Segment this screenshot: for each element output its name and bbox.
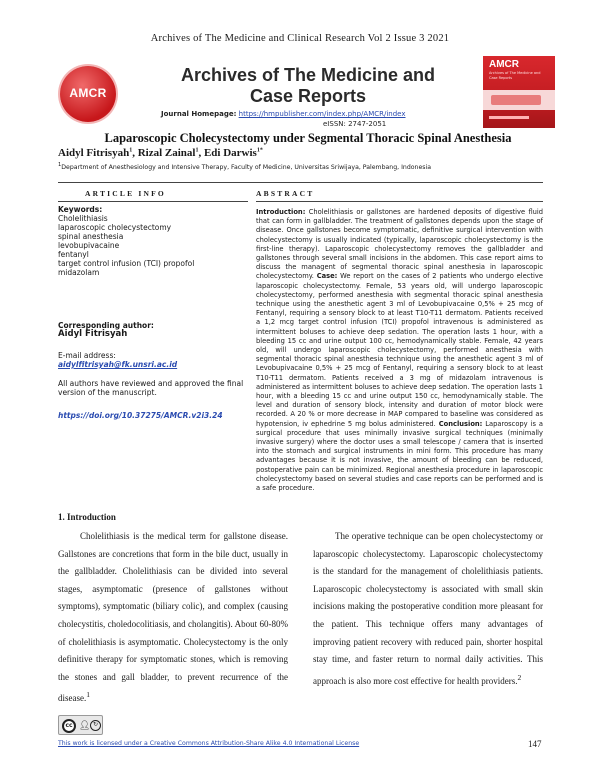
- journal-logo: [60, 66, 116, 122]
- cover-subtitle: Archives of The Medicine and Case Reports: [489, 71, 541, 80]
- journal-homepage: [161, 110, 406, 118]
- keyword: fentanyl: [58, 250, 89, 259]
- page-number: 147: [528, 739, 542, 749]
- homepage-link[interactable]: https://hmpublisher.com/index.php/AMCR/index: [238, 110, 406, 118]
- journal-cover-image: [483, 56, 555, 128]
- divider: [58, 201, 248, 202]
- homepage-label: Journal Homepage:: [161, 110, 237, 118]
- article-info: [58, 205, 248, 420]
- journal-title: Archives of The Medicine and Case Reports: [180, 65, 436, 106]
- keyword: midazolam: [58, 268, 100, 277]
- abstract-case-label: Case:: [316, 272, 338, 281]
- share-alike-icon: ↻: [90, 720, 101, 731]
- keyword: laparoscopic cholecystectomy: [58, 223, 172, 232]
- journal-header: [58, 58, 555, 128]
- logo-text: AMCR: [69, 86, 107, 100]
- cc-icon: cc: [62, 719, 76, 733]
- abstract-intro-label: Introduction:: [256, 208, 306, 216]
- cover-title: AMCR: [489, 59, 519, 70]
- intro-paragraph-left: Cholelithiasis is the medical term for gallstone disease. Gallstones are concretions that form in the bile duct, usually in the gallbladder. Cholelithiasis can be divided into several stages, asymptomatic (presence of gallstones without symptoms), symptomatic (biliary colic), and complex (causing cholecystitis, choledocolitiasis, and cholangitis). About 60-80% of cholelithiasis is asymptomatic. Cholecystectomy is the only definitive therapy for symptomatic stones, which is removing the stones and gall bladder, to prevent recurrence of the disease.$^1$: [58, 531, 288, 704]
- author: Rizal Zainal: [137, 147, 196, 159]
- keyword: target control infusion (TCI) propofol: [58, 259, 195, 268]
- running-head: Archives of The Medicine and Clinical Research Vol 2 Issue 3 2021: [150, 33, 450, 44]
- keywords-label: Keywords:: [58, 205, 103, 214]
- intro-paragraph-right: The operative technique can be open cholecystectomy or laparoscopic cholecystectomy. Laparoscopic cholecystectomy is the standard for the management of cholelithiasis patients. Laparoscopic cholecystectomy is associated with small skin incisions making the postoperative condition more pleasant for the patient. This technique offers many advantages of improving patient recovery with reduced pain, shorter hospital stay time, and faster return to normal daily activities. This approach is also more cost effective for health providers.$^2$: [313, 531, 543, 686]
- corresponding-author-name: Aidyl Fitrisyah: [58, 329, 128, 339]
- divider: [256, 201, 543, 202]
- abstract-body: Introduction: Cholelithiasis or gallstones are hardened deposits of digestive fluid that can form in gallbladder. The treatment of gallstones depends upon the stage of disease. Once gallstones become symptomatic, definitive surgical intervention with cholecystectomy is usually indicated (typically, laparoscopic cholecystectomy is the first-line therapy). Laparoscopic cholecystectomy removes the gallbladder and gallstones through several small incisions in the abdomen. This case report aims to discuss the managent of segmental thoracic spinal anesthesia in laparoscopic cholecystectomy. Case: We report on the cases of 2 patients who undergo elective laparoscopic cholecystectomy. Female, 53 years old, will undergo laparoscopic cholecystectomy, performed anesthesia with segmental thoracic spinal anesthesia technique using the anesthetic agent 3 ml of Levobupivacaine 0,5% + 25 mcg of Fentanyl, requiring a sensory block to at least T10-T11 dermatom. Patients received a 1,2 mcg target control infusion (TCI) propofol intravenous is administered as intermittent boluses to achieve deep sedation. The operation lasts 1 hour, with a bleeding 15 cc and urine output 100 cc, hemodynamically stable. Female, 42 years old, will undergo laparoscopic cholecystectomy, performed anesthesia with segmental thoracic spinal anesthesia technique using the anesthetic agent 3 ml of Levobupivacaine 0,5% + 25 mcg of Fentanyl, requiring a sensory block to at least T10-T11 dermatom. Patients received a 3 mg of midazolam intravenous is administered as intermittent boluses to achieve deep sedation. The operation lasts 1 hour, with a bleeding 15 cc and urine output 150 cc, hemodynamically stable. The level and duration of sensory block, intensity and duration of motor block were recorded. A 20 % or more decrease in MAP compared to baseline was considered as hypotension, iv ephedrine 5 mg bolus administered. Conclusion: Laparoscopy is a surgical procedure that uses minimally invasive surgical techniques (minimally invasive surgery) where the doctor uses a small telescope / camera that is inserted into the stomach and surgical instruments in mini form. This procedure has many advantages because it is not invasive, the amount of bleeding can be reduced, postoperative pain can be minimized. Regional anesthesia procedure in laparoscopic cholecystectomy based on several studies and case reports can be performed and is a safe procedure.: [256, 208, 543, 493]
- doi-link[interactable]: https://doi.org/10.37275/AMCR.v2i3.24: [58, 411, 223, 420]
- author-list: Aidyl Fitrisyah$^1$, Rizal Zainal$^1$, Edi Darwis$^{1*}$: [58, 147, 263, 159]
- license-link[interactable]: This work is licensed under a Creative Commons Attribution-Share Alike 4.0 International License: [58, 740, 360, 747]
- divider: [58, 182, 543, 183]
- creative-commons-badge[interactable]: [58, 715, 103, 735]
- author: Edi Darwis: [203, 147, 257, 159]
- keyword: spinal anesthesia: [58, 232, 124, 241]
- corresponding-author-label: Corresponding author:: [58, 321, 154, 330]
- email-link[interactable]: aidylfitrisyah@fk.unsri.ac.id: [58, 360, 178, 369]
- article-title: Laparoscopic Cholecystectomy under Segmental Thoracic Spinal Anesthesia: [104, 131, 512, 145]
- article-info-heading: ARTICLE INFO: [85, 189, 166, 198]
- keyword: Cholelithiasis: [58, 214, 108, 223]
- abstract-heading: ABSTRACT: [256, 189, 315, 198]
- author: Aidyl Fitrisyah: [58, 147, 130, 159]
- approval-note: All authors have reviewed and approved the final version of the manuscript.: [58, 379, 244, 397]
- abstract-conclusion-label: Conclusion:: [438, 419, 483, 428]
- person-icon: 👤︎: [79, 721, 91, 731]
- email-label: E-mail address:: [58, 351, 116, 360]
- eissn: eISSN: 2747-2051: [323, 120, 387, 128]
- affiliation: $^1$Department of Anesthesiology and Intensive Therapy, Faculty of Medicine, Universitas Sriwijaya, Palembang, Indonesia: [58, 162, 432, 172]
- keyword: levobupivacaine: [58, 241, 120, 250]
- section-heading: 1. Introduction: [58, 512, 116, 522]
- citation: 2: [517, 672, 522, 682]
- citation: 1: [86, 690, 90, 700]
